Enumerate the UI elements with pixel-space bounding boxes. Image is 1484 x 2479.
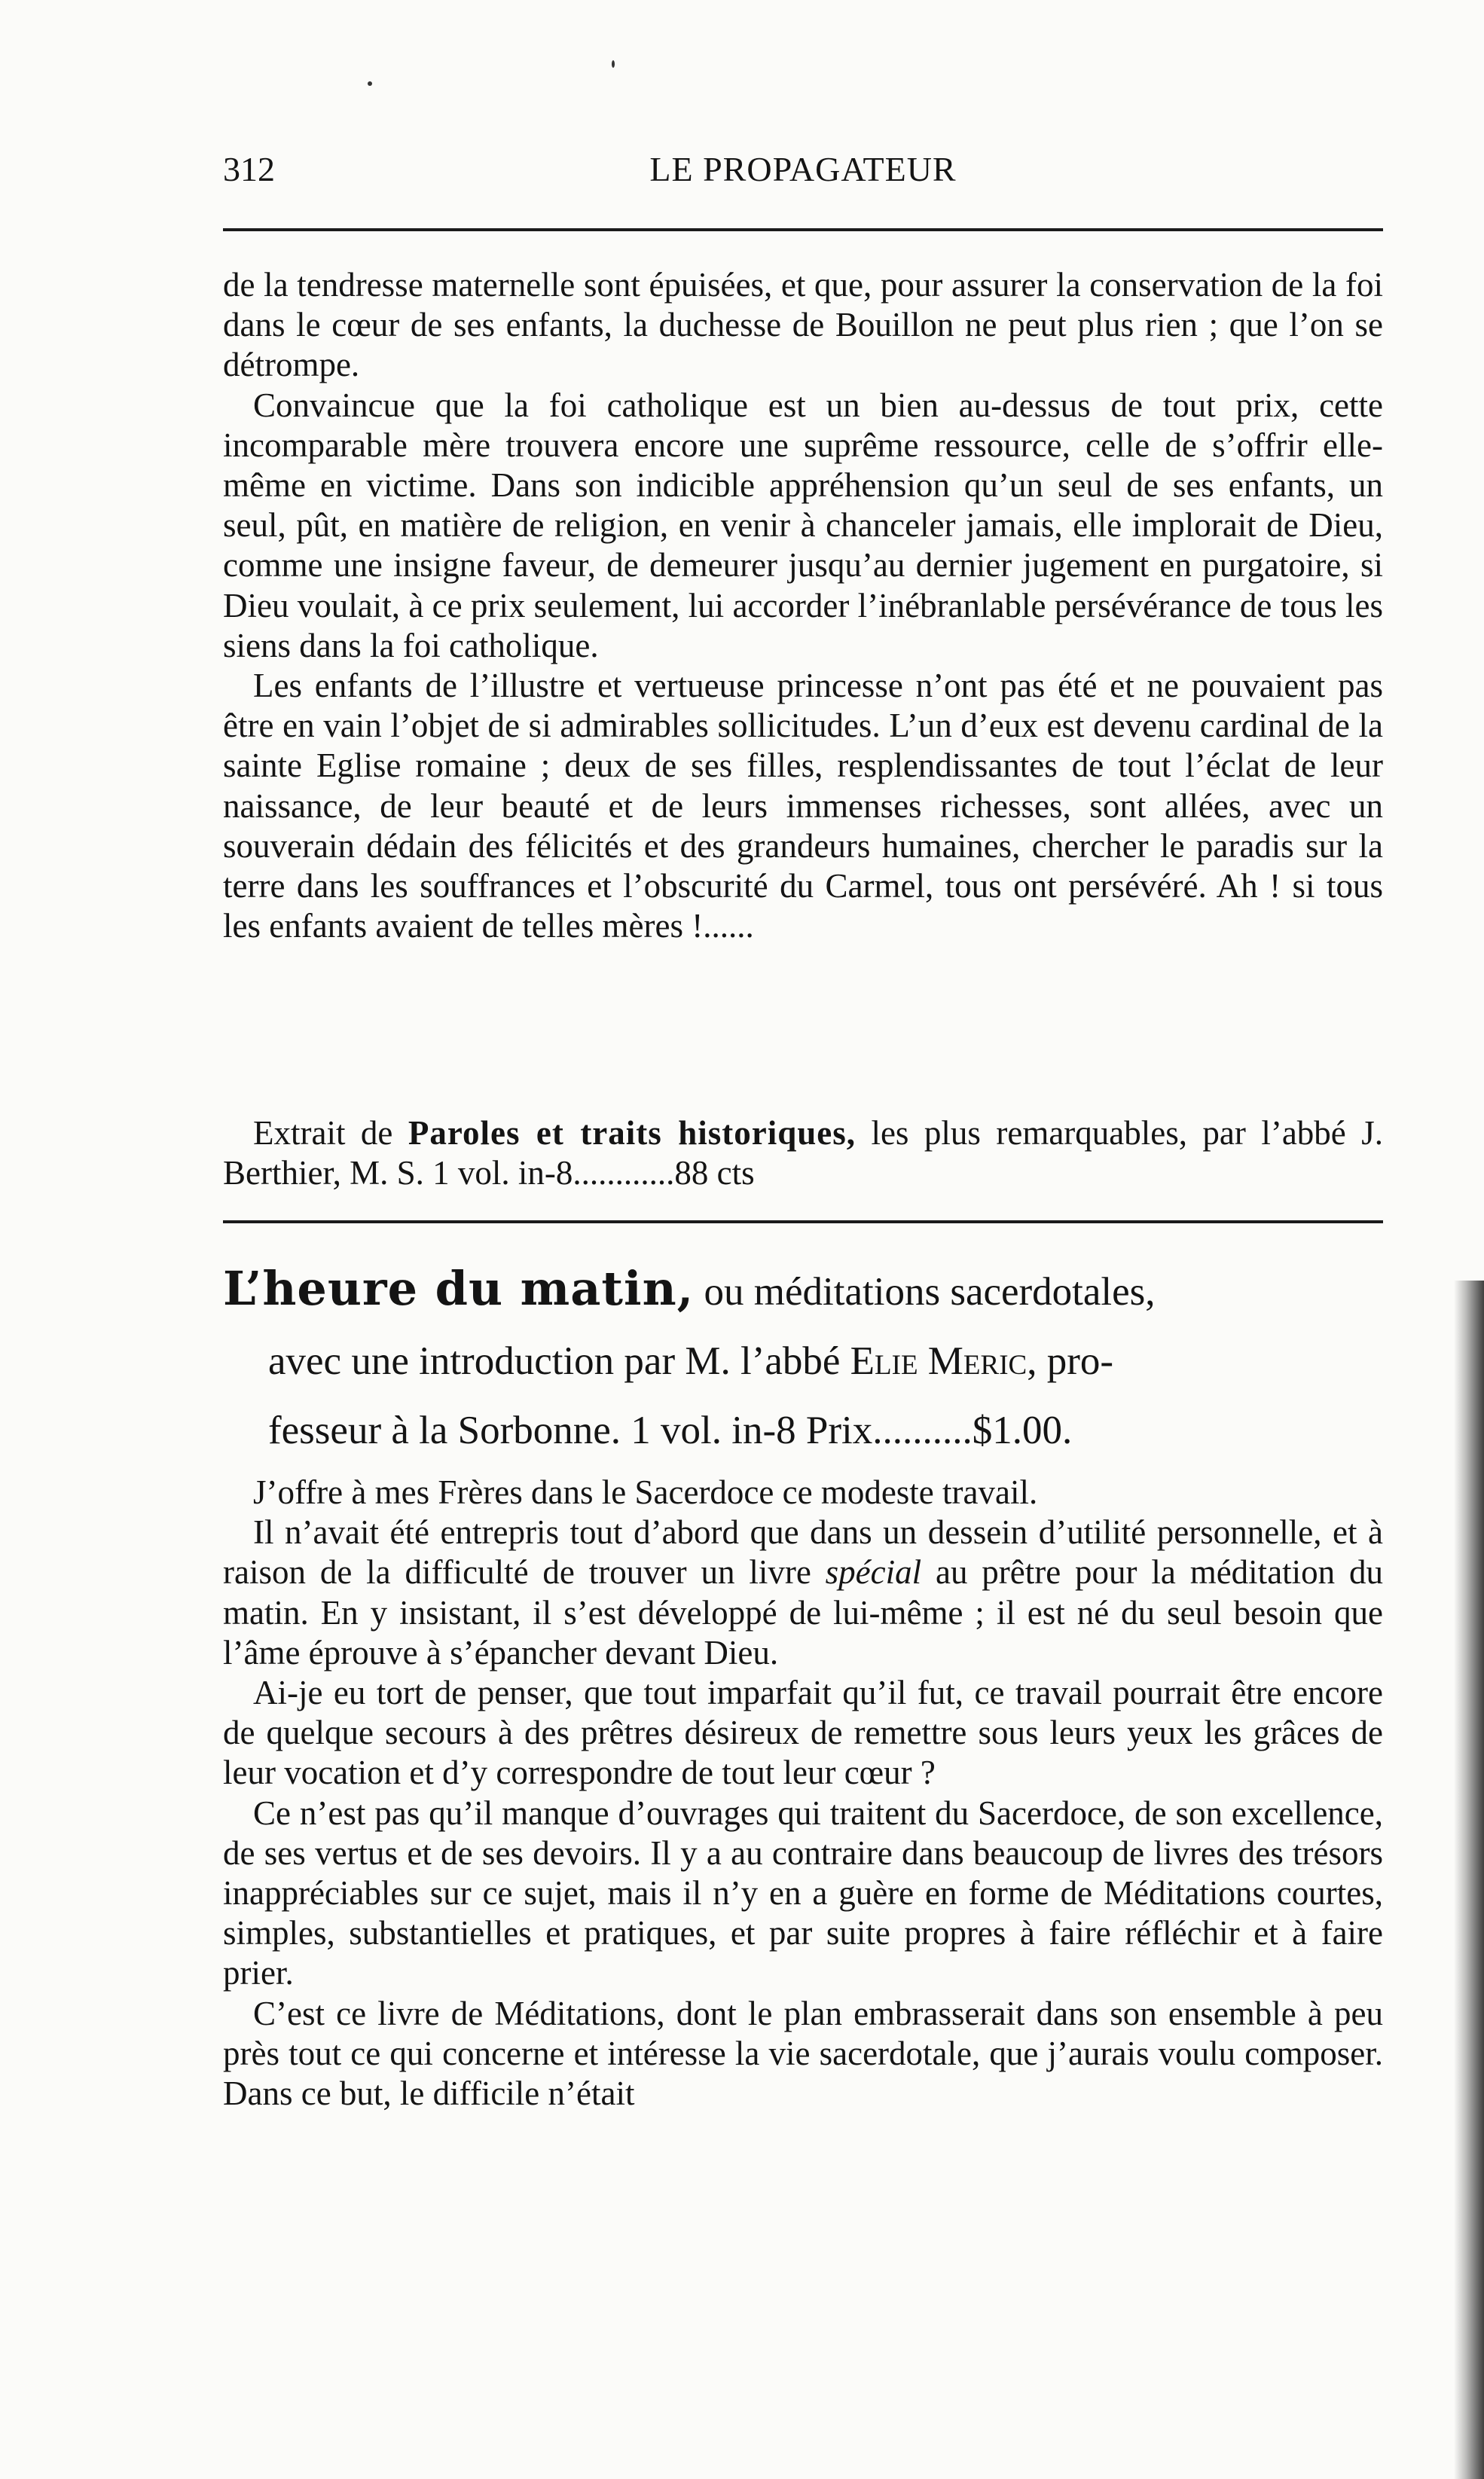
paragraph: Ai-je eu tort de penser, que tout imparfait qu’il fut, ce travail pourrait être encore de quelque secours à des prêtres désireux de remettre sous leurs yeux les grâces de leur vocation et d’y correspondre de tout leur cœur ? bbox=[223, 1674, 1383, 1792]
advert-line-1 bbox=[223, 1254, 1383, 1327]
paragraph bbox=[223, 1513, 1383, 1673]
citation-book-title: Paroles et traits historiques, bbox=[408, 1114, 857, 1152]
page-number: 312 bbox=[223, 150, 275, 188]
paragraph-part: au prêtre pour la méditation du matin. En y insistant, il s’est développé de lui-même ; il est né du seul besoin que l’âme éprouve à s’épancher devant Dieu. bbox=[223, 1553, 1384, 1671]
running-title: LE PROPAGATEUR bbox=[649, 150, 957, 188]
paragraph: Ce n’est pas qu’il manque d’ouvrages qui traitent du Sacerdoce, de son excellence, de ses vertus et de ses devoirs. Il y a au contraire dans beaucoup de livres des trésors inappréciables sur ce sujet, mais il n’y en a guère en forme de Méditations courtes, simples, substantielles et pratiques, et par suite propres à faire réfléchir et à faire prier. bbox=[223, 1794, 1383, 1992]
preface-text bbox=[223, 1473, 1383, 2114]
page-header bbox=[223, 149, 1383, 202]
paragraph: de la tendresse maternelle sont épuisées, et que, pour assurer la conservation de la foi dans le cœur de ses enfants, la duchesse de Bouillon ne peut plus rien ; que l’on se détrompe. bbox=[223, 266, 1383, 384]
citation-details: les plus remarquables, par l’abbé J. Berthier, M. S. 1 vol. in-8............88 cts bbox=[223, 1114, 1383, 1192]
scan-speck bbox=[368, 81, 372, 86]
header-rule bbox=[223, 228, 1383, 231]
paragraph: Convaincue que la foi catholique est un bien au-dessus de tout prix, cette incomparable mère trouvera encore une suprême ressource, celle de s’offrir elle-même en victime. Dans son indicible appréhension qu’un seul de ses enfants, un seul, pût, en matière de religion, en venir à chanceler jamais, elle implorait de Dieu, comme une insigne faveur, de demeurer jusqu’au dernier jugement en purgatoire, si Dieu voulait, à ce prix seulement, lui accorder l’inébranlable persévérance de tous les siens dans la foi catholique. bbox=[223, 386, 1383, 664]
citation-prefix: Extrait de bbox=[253, 1114, 408, 1152]
section-rule bbox=[223, 1220, 1383, 1223]
article-continuation bbox=[223, 265, 1383, 946]
paragraph: Les enfants de l’illustre et vertueuse princesse n’ont pas été et ne pouvaient pas être en vain l’objet de si admirables sollicitudes. L’un d’eux est devenu cardinal de la sainte Eglise romaine ; deux de ses filles, resplendissantes de tout l’éclat de leur naissance, de leur beauté et de leurs immenses richesses, sont allées, avec un souverain dédain des félicités et des grandeurs humaines, chercher le paradis sur la terre dans les souffrances et l’obscurité du Carmel, tous ont persévéré. Ah ! si tous les enfants avaient de telles mères !...... bbox=[223, 667, 1383, 945]
paragraph: J’offre à mes Frères dans le Sacerdoce ce modeste travail. bbox=[253, 1473, 1038, 1511]
scan-binding-shadow bbox=[1454, 1281, 1484, 2479]
advert-intro-suffix: , pro- bbox=[1027, 1339, 1114, 1383]
advert-line-2 bbox=[223, 1327, 1383, 1396]
advert-intro-text: avec une introduction par M. l’abbé bbox=[268, 1339, 850, 1383]
advert-author: Elie Meric bbox=[850, 1339, 1028, 1383]
paragraph-part: Il n’avait été entrepris tout d’abord que dans un dessein d’utilité personnelle, et à raison de la difficulté de trouver un livre bbox=[223, 1513, 1383, 1592]
advert-subtitle: ou méditations sacerdotales, bbox=[694, 1270, 1156, 1314]
paragraph: C’est ce livre de Méditations, dont le plan embrasserait dans son ensemble à peu près tout ce qui concerne et intéresse la vie sacerdotale, que j’aurais voulu composer. Dans ce but, le difficile n’était bbox=[223, 1994, 1383, 2113]
italic-word: spécial bbox=[825, 1553, 922, 1592]
advert-price-line: fesseur à la Sorbonne. 1 vol. in-8 Prix..........$1.00. bbox=[268, 1409, 1073, 1452]
advert-book-title: L’heure du matin, bbox=[223, 1261, 695, 1316]
source-citation bbox=[223, 1113, 1383, 1193]
scan-speck bbox=[612, 60, 615, 68]
book-advertisement bbox=[223, 1254, 1383, 1465]
citation-text bbox=[223, 1113, 1383, 1193]
